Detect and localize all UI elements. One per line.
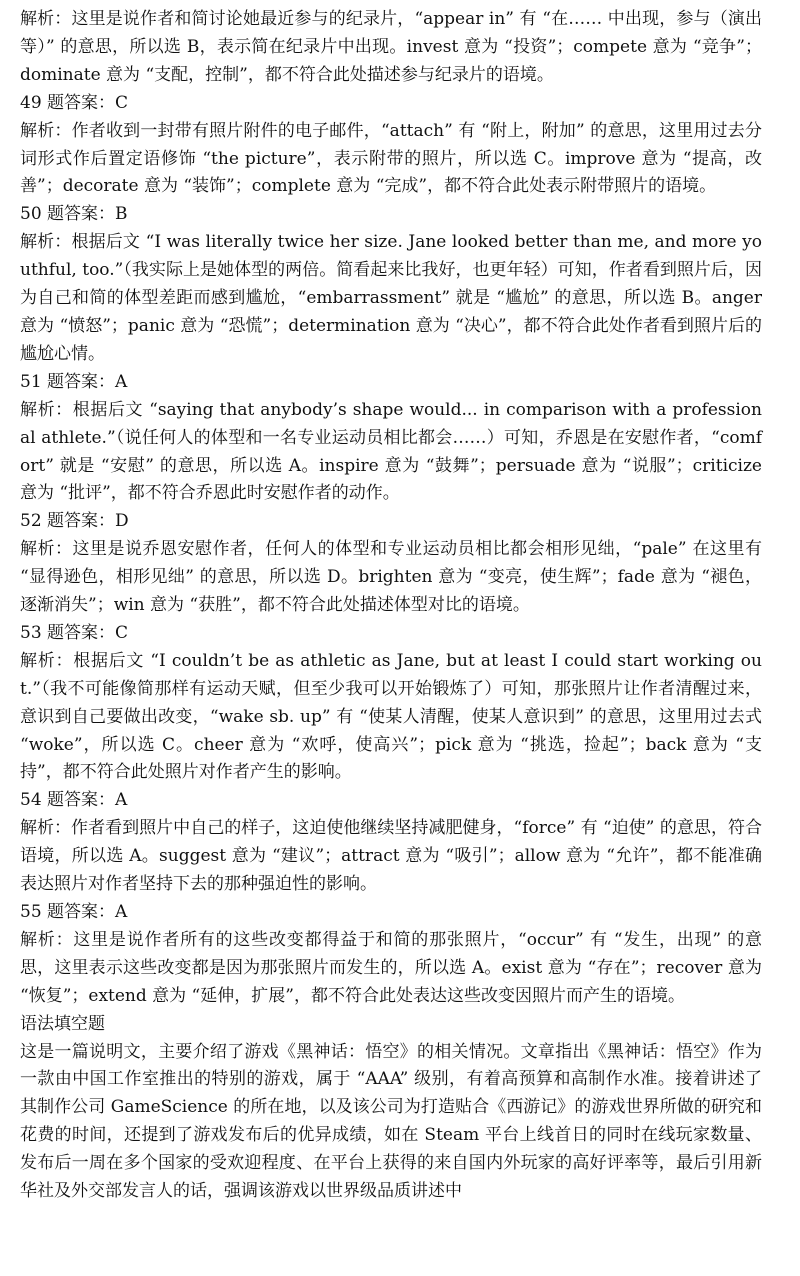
answer-49: 49 题答案：C xyxy=(20,92,129,113)
answer-51: 51 题答案：A xyxy=(20,371,128,392)
section-heading: 语法填空题 xyxy=(20,1013,105,1034)
analysis-51: 解析：根据后文 “saying that anybody’s shape would... in comparison with a professional athlete.”（说任何人的体型和一名专业运动员相比都会……）可知，乔恩是在安慰作者，“comfort” 就是 “安慰” 的意思，所以选 A。inspire 意为 “鼓舞”；persuade 意为 “说服”；criticize 意为 “批评”，都不符合乔恩此时安慰作者的动作。 xyxy=(20,399,762,504)
document-page xyxy=(20,6,762,1206)
answer-52: 52 题答案：D xyxy=(20,511,129,532)
analysis-49: 解析：作者收到一封带有照片附件的电子邮件，“attach” 有 “附上，附加” 的意思，这里用过去分词形式作后置定语修饰 “the picture”，表示附带的照片，所以选 C。improve 意为 “提高，改善”；decorate 意为 “装饰”；complete 意为 “完成”，都不符合此处表示附带照片的语境。 xyxy=(20,120,762,197)
section-intro: 这是一篇说明文，主要介绍了游戏《黑神话：悟空》的相关情况。文章指出《黑神话：悟空》作为一款由中国工作室推出的特别的游戏，属于 “AAA” 级别，有着高预算和高制作水准。接着讲述了其制作公司 GameScience 的所在地，以及该公司为打造贴合《西游记》的游戏世界所做的研究和花费的时间，还提到了游戏发布后的优异成绩，如在 Steam 平台上线首日的同时在线玩家数量、发布后一周在多个国家的受欢迎程度、在平台上获得的来自国内外玩家的高好评率等，最后引用新华社及外交部发言人的话，强调该游戏以世界级品质讲述中 xyxy=(20,1041,762,1202)
analysis-50: 解析：根据后文 “I was literally twice her size. Jane looked better than me, and more youthful, too.”（我实际上是她体型的两倍。简看起来比我好，也更年轻）可知，作者看到照片后，因为自己和简的体型差距而感到尴尬，“embarrassment” 就是 “尴尬” 的意思，所以选 B。anger 意为 “愤怒”；panic 意为 “恐慌”；determination 意为 “决心”，都不符合此处作者看到照片后的尴尬心情。 xyxy=(20,232,762,364)
analysis-52: 解析：这里是说乔恩安慰作者，任何人的体型和专业运动员相比都会相形见绌，“pale” 在这里有 “显得逊色，相形见绌” 的意思，所以选 D。brighten 意为 “变亮，使生辉”；fade 意为 “褪色，逐渐消失”；win 意为 “获胜”，都不符合此处描述体型对比的语境。 xyxy=(20,539,762,616)
analysis-54: 解析：作者看到照片中自己的样子，这迫使他继续坚持减肥健身，“force” 有 “迫使” 的意思，符合语境，所以选 A。suggest 意为 “建议”；attract 意为 “吸引”；allow 意为 “允许”，都不能准确表达照片对作者坚持下去的那种强迫性的影响。 xyxy=(20,818,762,895)
answer-50: 50 题答案：B xyxy=(20,204,128,225)
answer-53: 53 题答案：C xyxy=(20,622,129,643)
analysis-48: 解析：这里是说作者和简讨论她最近参与的纪录片，“appear in” 有 “在…… 中出现，参与（演出等）” 的意思，所以选 B，表示简在纪录片中出现。invest 意为 “投资”；compete 意为 “竞争”；dominate 意为 “支配，控制”，都不符合此处描述参与纪录片的语境。 xyxy=(20,9,762,85)
analysis-55: 解析：这里是说作者所有的这些改变都得益于和简的那张照片，“occur” 有 “发生，出现” 的意思，这里表示这些改变都是因为那张照片而发生的，所以选 A。exist 意为 “存在”；recover 意为 “恢复”；extend 意为 “延伸，扩展”，都不符合此处表达这些改变因照片而产生的语境。 xyxy=(20,929,762,1006)
answer-54: 54 题答案：A xyxy=(20,790,128,811)
answer-55: 55 题答案：A xyxy=(20,902,128,922)
analysis-53: 解析：根据后文 “I couldn’t be as athletic as Jane, but at least I could start working out.”（我不可能像简那样有运动天赋，但至少我可以开始锻炼了）可知，那张照片让作者清醒过来，意识到自己要做出改变，“wake sb. up” 有 “使某人清醒，使某人意识到” 的意思，这里用过去式 “woke”，所以选 C。cheer 意为 “欢呼，使高兴”；pick 意为 “挑选，捡起”；back 意为 “支持”，都不符合此处照片对作者产生的影响。 xyxy=(20,650,762,783)
